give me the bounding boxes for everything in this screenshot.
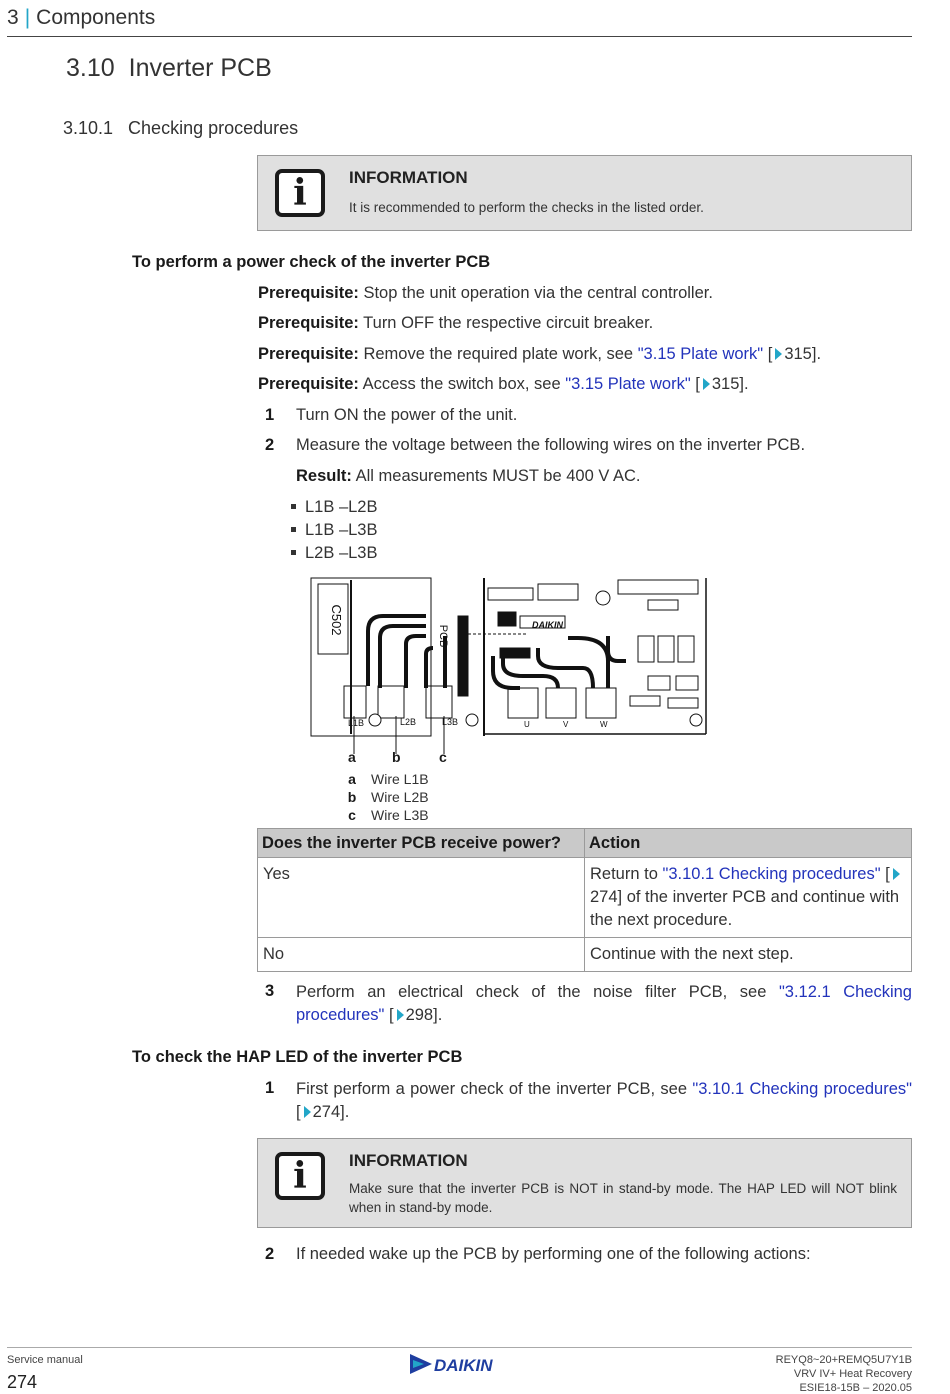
table-header-cell: Action [585, 829, 912, 858]
daikin-logo [408, 1352, 513, 1376]
step-text: First perform a power check of the inverter PCB, see "3.10.1 Checking procedures" [ 274]. [296, 1080, 912, 1121]
prerequisite-3: Prerequisite: Remove the required plate work, see "3.15 Plate work" [ 315]. [258, 345, 822, 363]
v-label: V [563, 720, 569, 729]
legend-key: b [347, 789, 357, 805]
information-text: Make sure that the inverter PCB is NOT in stand-by mode. The HAP LED will NOT blink when in stand-by mode. [349, 1181, 897, 1215]
step-text: If needed wake up the PCB by performing one of the following actions: [296, 1245, 811, 1263]
table-row [258, 858, 912, 938]
list-item: L2B –L3B [291, 544, 377, 563]
figure-callout-c: c [439, 749, 447, 765]
header-separator: | [24, 6, 31, 29]
step-number: 1 [265, 406, 275, 424]
prerequisite-2: Prerequisite: Turn OFF the respective circuit breaker. [258, 314, 654, 332]
chapter-number: 3 [7, 6, 19, 29]
plate-work-link[interactable]: "3.15 Plate work" [637, 345, 764, 363]
table-cell: Yes [258, 858, 585, 938]
footer-divider [7, 1347, 912, 1348]
information-text: It is recommended to perform the checks in the listed order. [349, 200, 704, 215]
noise-filter-link[interactable]: "3.12.1 Checking procedures" [296, 983, 912, 1024]
information-icon: i [275, 1152, 325, 1200]
footer-doc-code: ESIE18-15B – 2020.05 [799, 1382, 912, 1394]
chapter-header [7, 6, 155, 30]
legend-value: Wire L1B [371, 771, 429, 787]
page-arrow-icon [304, 1106, 311, 1118]
footer-model: REYQ8~20+REMQ5U7Y1B [775, 1354, 912, 1366]
header-divider [7, 36, 912, 37]
decision-table [257, 828, 912, 972]
chapter-title: Components [36, 6, 156, 29]
legend-value: Wire L2B [371, 789, 429, 805]
page-arrow-icon [775, 348, 782, 360]
subsection-number: 3.10.1 [63, 118, 114, 138]
subsection-title [63, 118, 298, 139]
information-box [257, 1138, 912, 1228]
list-item: L1B –L3B [291, 521, 377, 540]
page-arrow-icon [703, 378, 710, 390]
step-number: 2 [265, 436, 275, 454]
information-title: INFORMATION [349, 168, 468, 187]
pcb-brand-label: DAIKIN [532, 620, 563, 630]
plate-work-link[interactable]: "3.15 Plate work" [565, 375, 691, 393]
table-header-cell: Does the inverter PCB receive power? [258, 829, 585, 858]
page-number: 274 [7, 1372, 38, 1392]
legend-value: Wire L3B [371, 807, 429, 823]
step-number: 2 [265, 1245, 275, 1263]
prerequisite-1: Prerequisite: Stop the unit operation via the central controller. [258, 284, 713, 302]
step-text: Turn ON the power of the unit. [296, 406, 518, 424]
step-text: Measure the voltage between the following wires on the inverter PCB. [296, 436, 806, 454]
result-line: Result: All measurements MUST be 400 V AC. [296, 467, 641, 485]
page-arrow-icon [893, 868, 900, 880]
l2b-label: L2B [400, 717, 417, 727]
figure-callout-b: b [392, 749, 401, 765]
l3b-label: L3B [442, 717, 459, 727]
table-cell: Return to "3.10.1 Checking procedures" [274] of the inverter PCB and continue with the next procedure. [585, 858, 912, 938]
table-cell: Continue with the next step. [585, 938, 912, 972]
information-icon: i [275, 169, 325, 217]
information-title: INFORMATION [349, 1151, 468, 1170]
pcb-label: PCB [437, 624, 449, 648]
step-number: 1 [265, 1079, 275, 1097]
table-cell: No [258, 938, 585, 972]
power-check-heading: To perform a power check of the inverter PCB [132, 253, 491, 271]
page-arrow-icon [397, 1009, 404, 1021]
checking-procedures-link[interactable]: "3.10.1 Checking procedures" [662, 865, 881, 883]
prerequisite-4: Prerequisite: Access the switch box, see "3.15 Plate work" [ 315]. [258, 375, 749, 393]
table-row [258, 938, 912, 972]
legend-key: c [348, 807, 356, 823]
information-box [257, 155, 912, 231]
legend-key: a [348, 771, 356, 787]
footer-product: VRV IV+ Heat Recovery [793, 1368, 912, 1380]
inverter-pcb-figure [308, 576, 710, 766]
list-item: L1B –L2B [291, 498, 377, 517]
footer-document-type: Service manual [7, 1354, 83, 1366]
l1b-label: L1B [348, 718, 365, 728]
w-label: W [600, 720, 608, 729]
u-label: U [524, 720, 530, 729]
checking-procedures-link[interactable]: "3.10.1 Checking procedures" [692, 1080, 912, 1098]
hap-led-heading: To check the HAP LED of the inverter PCB [132, 1048, 463, 1066]
c502-label: C502 [329, 604, 344, 636]
table-header-row [258, 829, 912, 858]
step-text: Perform an electrical check of the noise filter PCB, see "3.12.1 Checking procedures" [ 298]. [296, 983, 912, 1024]
logo-wordmark: DAIKIN [434, 1356, 493, 1375]
section-title-text: Inverter PCB [128, 54, 272, 82]
subsection-title-text: Checking procedures [128, 118, 299, 138]
figure-callout-a: a [348, 749, 356, 765]
section-title [66, 54, 272, 83]
section-number: 3.10 [66, 54, 115, 82]
step-number: 3 [265, 982, 275, 1000]
